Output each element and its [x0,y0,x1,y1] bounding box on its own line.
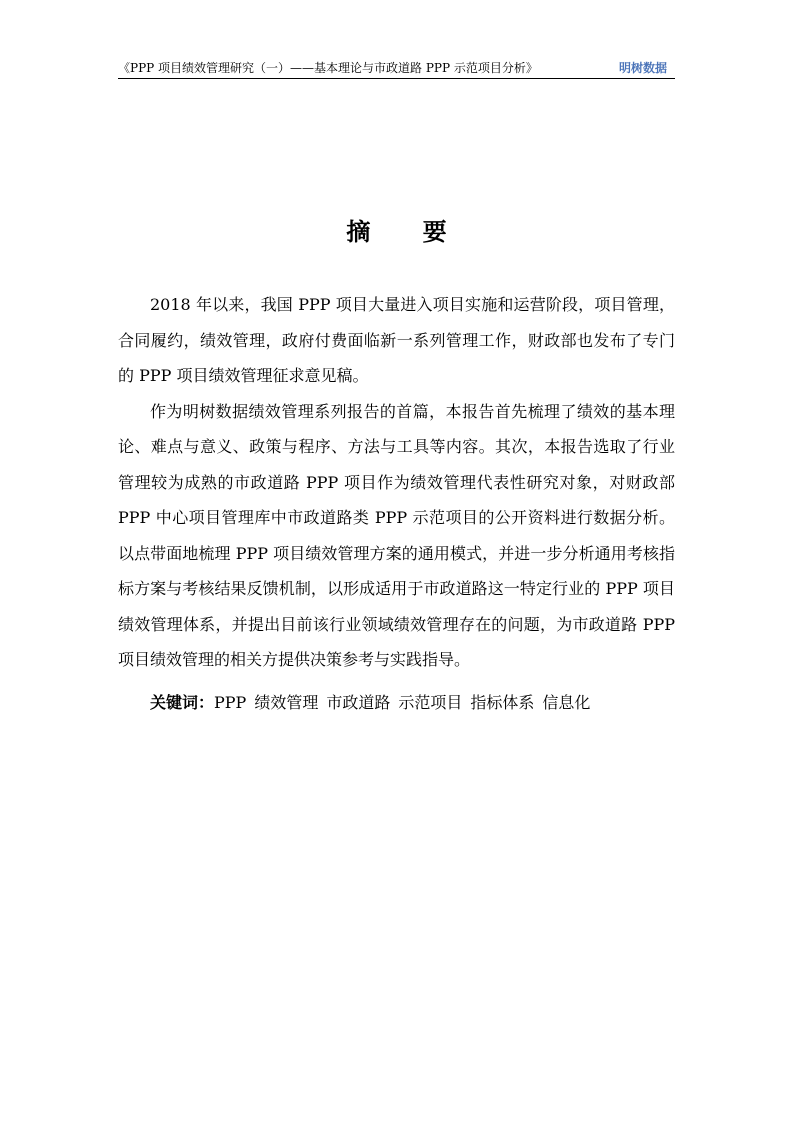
keyword-item: 信息化 [542,692,591,712]
header-title: 《PPP 项目绩效管理研究（一）——基本理论与市政道路 PPP 示范项目分析》 [118,61,538,75]
abstract-body [118,287,675,720]
page-title: 摘 要 [346,218,469,246]
page-header [118,58,675,79]
abstract-paragraph-2: 作为明树数据绩效管理系列报告的首篇，本报告首先梳理了绩效的基本理论、难点与意义、政策与程序、方法与工具等内容。其次，本报告选取了行业管理较为成熟的市政道路 PPP 项目作为绩效管理代表性研究对象，对财政部 PPP 中心项目管理库中市政道路类 PPP 示范项目的公开资料进行数据分析。以点带面地梳理 PPP 项目绩效管理方案的通用模式，并进一步分析通用考核指标方案与考核结果反馈机制，以形成适用于市政道路这一特定行业的 PPP 项目绩效管理体系，并提出目前该行业领域绩效管理存在的问题，为市政道路 PPP 项目绩效管理的相关方提供决策参考与实践指导。 [118,401,675,669]
header-brand: 明树数据 [618,61,667,75]
keyword-item: 绩效管理 [254,692,319,712]
keywords-line [118,685,675,721]
keyword-item: 指标体系 [470,692,535,712]
keyword-item: PPP [214,692,247,712]
abstract-paragraph-1: 2018 年以来，我国 PPP 项目大量进入项目实施和运营阶段，项目管理，合同履约，绩效管理，政府付费面临新一系列管理工作，财政部也发布了专门的 PPP 项目绩效管理征求意见稿。 [118,295,675,385]
keywords-label: 关键词： [150,692,215,712]
keyword-item: 示范项目 [398,692,463,712]
keyword-item: 市政道路 [326,692,391,712]
